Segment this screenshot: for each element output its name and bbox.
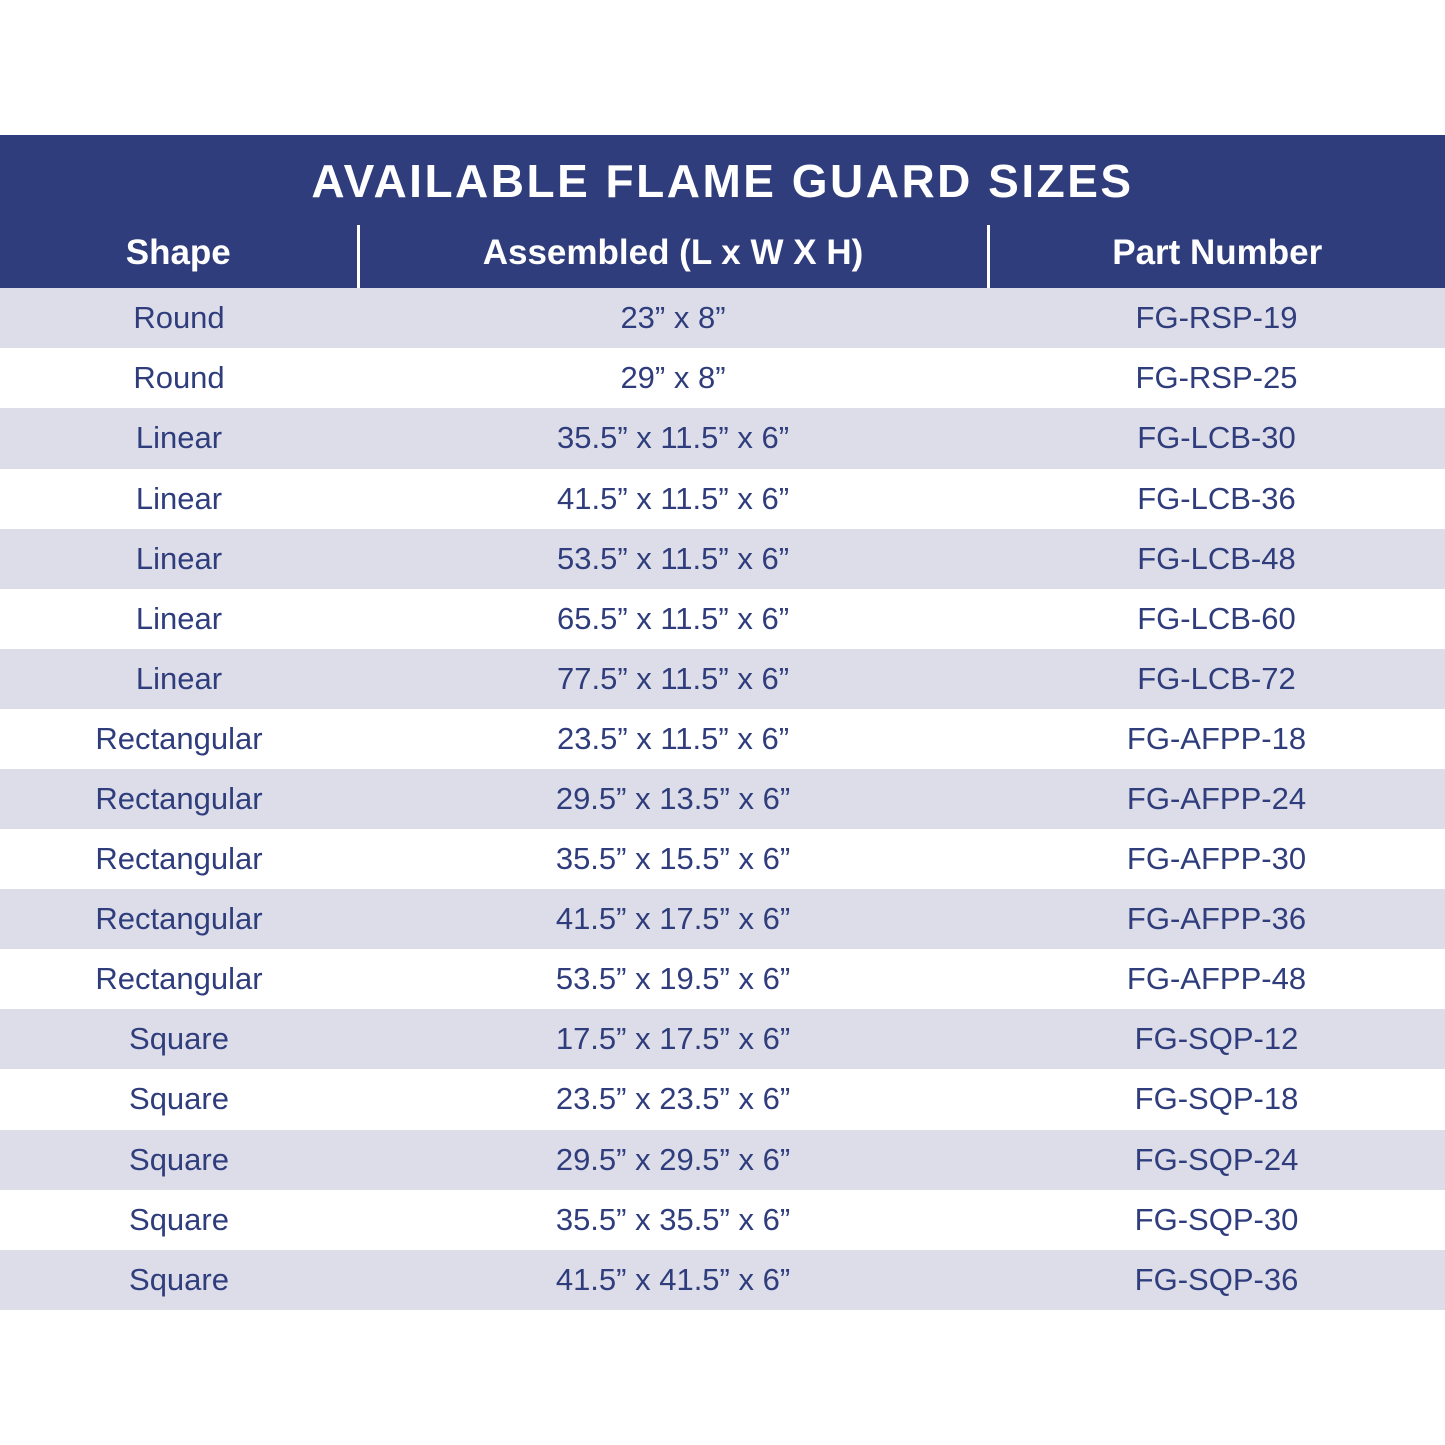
cell-shape: Linear	[0, 469, 358, 529]
cell-part-number: FG-LCB-48	[988, 529, 1445, 589]
table-row	[0, 769, 1445, 829]
cell-part-number: FG-LCB-36	[988, 469, 1445, 529]
cell-part-number: FG-AFPP-18	[988, 709, 1445, 769]
cell-dimensions: 35.5” x 15.5” x 6”	[358, 829, 988, 889]
table-row	[0, 889, 1445, 949]
cell-part-number: FG-AFPP-36	[988, 889, 1445, 949]
table-row	[0, 1130, 1445, 1190]
flame-guard-sizes-table-wrapper	[0, 135, 1445, 1310]
table-row	[0, 288, 1445, 348]
cell-part-number: FG-AFPP-30	[988, 829, 1445, 889]
cell-shape: Rectangular	[0, 829, 358, 889]
table-row	[0, 1069, 1445, 1129]
cell-part-number: FG-SQP-36	[988, 1250, 1445, 1310]
cell-part-number: FG-LCB-60	[988, 589, 1445, 649]
cell-dimensions: 53.5” x 11.5” x 6”	[358, 529, 988, 589]
table-row	[0, 949, 1445, 1009]
cell-part-number: FG-AFPP-24	[988, 769, 1445, 829]
cell-dimensions: 29.5” x 13.5” x 6”	[358, 769, 988, 829]
table-row	[0, 829, 1445, 889]
table-row	[0, 1250, 1445, 1310]
cell-dimensions: 53.5” x 19.5” x 6”	[358, 949, 988, 1009]
cell-shape: Rectangular	[0, 949, 358, 1009]
cell-shape: Rectangular	[0, 889, 358, 949]
cell-dimensions: 23.5” x 11.5” x 6”	[358, 709, 988, 769]
column-header-part-number: Part Number	[988, 225, 1445, 288]
cell-shape: Linear	[0, 589, 358, 649]
cell-part-number: FG-AFPP-48	[988, 949, 1445, 1009]
cell-shape: Square	[0, 1130, 358, 1190]
table-column-header-row	[0, 225, 1445, 288]
table-row	[0, 709, 1445, 769]
cell-part-number: FG-RSP-25	[988, 348, 1445, 408]
flame-guard-sizes-table	[0, 135, 1445, 1310]
cell-shape: Linear	[0, 529, 358, 589]
cell-dimensions: 29” x 8”	[358, 348, 988, 408]
table-row	[0, 649, 1445, 709]
table-header	[0, 135, 1445, 288]
cell-part-number: FG-SQP-12	[988, 1009, 1445, 1069]
cell-dimensions: 17.5” x 17.5” x 6”	[358, 1009, 988, 1069]
page-title: AVAILABLE FLAME GUARD SIZES	[0, 135, 1445, 225]
cell-part-number: FG-SQP-24	[988, 1130, 1445, 1190]
cell-dimensions: 65.5” x 11.5” x 6”	[358, 589, 988, 649]
column-header-shape: Shape	[0, 225, 358, 288]
table-row	[0, 469, 1445, 529]
cell-dimensions: 29.5” x 29.5” x 6”	[358, 1130, 988, 1190]
cell-shape: Round	[0, 288, 358, 348]
table-row	[0, 1009, 1445, 1069]
cell-shape: Linear	[0, 408, 358, 468]
table-row	[0, 408, 1445, 468]
table-row	[0, 589, 1445, 649]
cell-part-number: FG-SQP-30	[988, 1190, 1445, 1250]
cell-shape: Rectangular	[0, 709, 358, 769]
cell-shape: Square	[0, 1250, 358, 1310]
cell-dimensions: 41.5” x 11.5” x 6”	[358, 469, 988, 529]
cell-part-number: FG-LCB-72	[988, 649, 1445, 709]
cell-shape: Square	[0, 1190, 358, 1250]
table-row	[0, 529, 1445, 589]
cell-shape: Linear	[0, 649, 358, 709]
table-title-row	[0, 135, 1445, 225]
cell-dimensions: 77.5” x 11.5” x 6”	[358, 649, 988, 709]
cell-shape: Rectangular	[0, 769, 358, 829]
cell-dimensions: 41.5” x 17.5” x 6”	[358, 889, 988, 949]
cell-shape: Square	[0, 1009, 358, 1069]
cell-dimensions: 35.5” x 35.5” x 6”	[358, 1190, 988, 1250]
column-header-assembled: Assembled (L x W X H)	[358, 225, 988, 288]
table-row	[0, 1190, 1445, 1250]
table-row	[0, 348, 1445, 408]
cell-dimensions: 23” x 8”	[358, 288, 988, 348]
cell-dimensions: 23.5” x 23.5” x 6”	[358, 1069, 988, 1129]
cell-dimensions: 41.5” x 41.5” x 6”	[358, 1250, 988, 1310]
cell-part-number: FG-RSP-19	[988, 288, 1445, 348]
cell-dimensions: 35.5” x 11.5” x 6”	[358, 408, 988, 468]
cell-shape: Round	[0, 348, 358, 408]
cell-part-number: FG-LCB-30	[988, 408, 1445, 468]
cell-shape: Square	[0, 1069, 358, 1129]
table-body	[0, 288, 1445, 1310]
cell-part-number: FG-SQP-18	[988, 1069, 1445, 1129]
